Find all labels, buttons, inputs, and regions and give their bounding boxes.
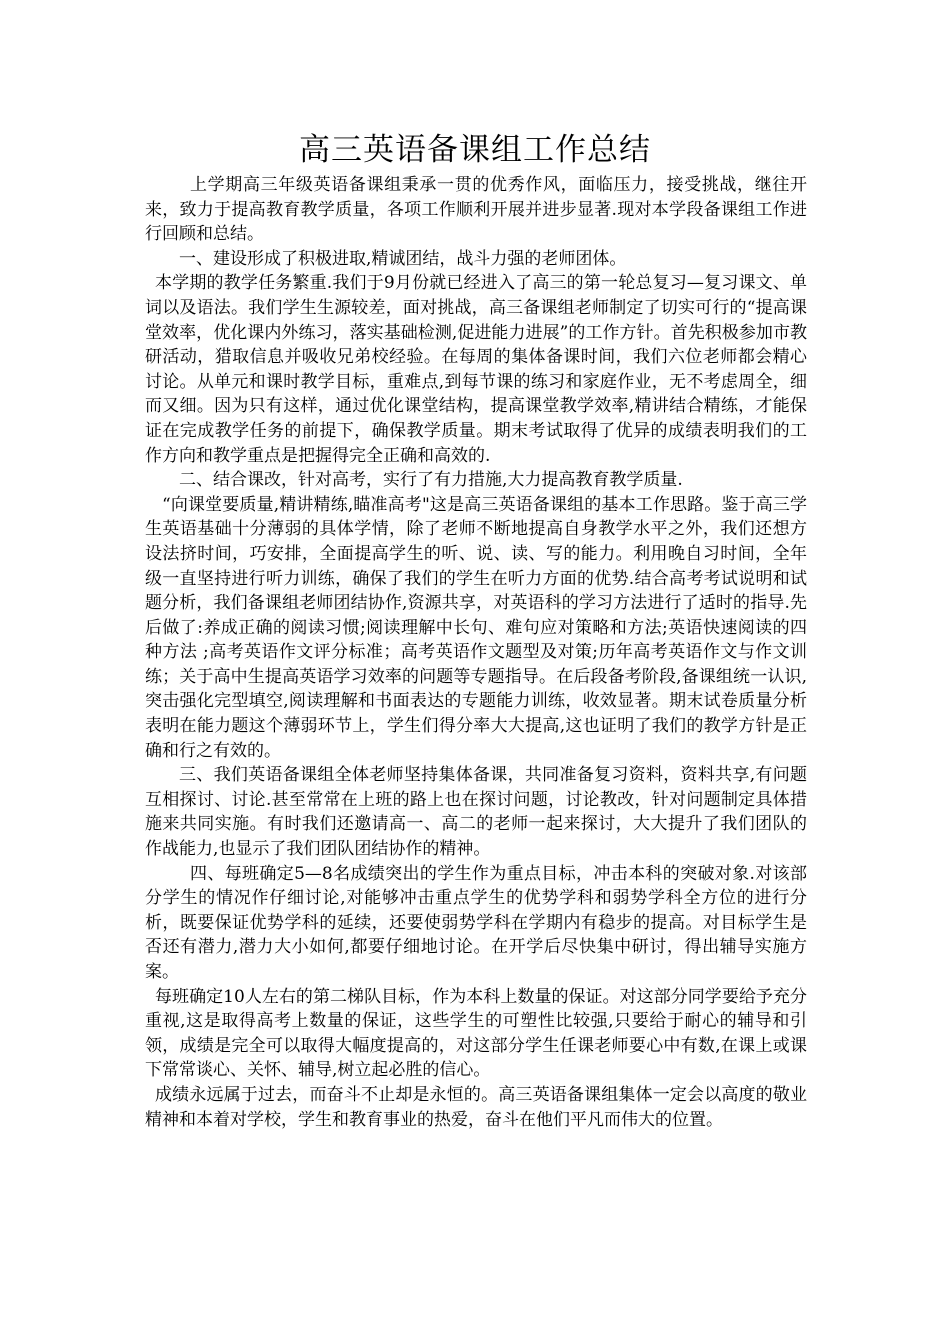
intro-paragraph: 上学期高三年级英语备课组秉承一贯的优秀作风，面临压力，接受挑战，继往开来，致力于提高教育教学质量，各项工作顺利开展并进步显著.现对本学段备课组工作进行回顾和总结。 (145, 175, 807, 245)
closing-paragraph: 成绩永远属于过去，而奋斗不止却是永恒的。高三英语备课组集体一定会以高度的敬业精神和本着对学校，学生和教育事业的热爱，奋斗在他们平凡而伟大的位置。 (145, 1084, 807, 1130)
section-3-paragraph: 三、我们英语备课组全体老师坚持集体备课，共同准备复习资料，资料共享,有问题互相探讨、讨论.甚至常常在上班的路上也在探讨问题，讨论教改，针对问题制定具体措施来共同实施。有时我们还邀请高一、高二的老师一起来探讨，大大提升了我们团队的作战能力,也显示了我们团队团结协作的精神。 (145, 765, 807, 860)
section-4-paragraph: 四、每班确定5—8名成绩突出的学生作为重点目标，冲击本科的突破对象.对该部分学生的情况作仔细讨论,对能够冲击重点学生的优势学科和弱势学科全方位的进行分析，既要保证优势学科的延续，还要使弱势学科在学期内有稳步的提高。对目标学生是否还有潜力,潜力大小如何,都要仔细地讨论。在开学后尽快集中研讨，得出辅导实施方案。 (145, 863, 807, 982)
section-1-heading: 一、建设形成了积极进取,精诚团结，战斗力强的老师团体。 (179, 248, 627, 269)
section-2-paragraph: “向课堂要质量,精讲精练,瞄准高考"这是高三英语备课组的基本工作思路。鉴于高三学生英语基础十分薄弱的具体学情，除了老师不断地提高自身教学水平之外，我们还想方设法挤时间，巧安排，全面提高学生的听、说、读、写的能力。利用晚自习时间，全年级一直坚持进行听力训练，确保了我们的学生在听力方面的优势.结合高考考试说明和试题分析，我们备课组老师团结协作,资源共享，对英语科的学习方法进行了适时的指导.先后做了:养成正确的阅读习惯;阅读理解中长句、难句应对策略和方法;英语快速阅读的四种方法 ;高考英语作文评分标准；高考英语作文题型及对策;历年高考英语作文与作文训练；关于高中生提高英语学习效率的问题等专题指导。在后段备考阶段,备课组统一认识,突击强化完型填空,阅读理解和书面表达的专题能力训练，收效显著。期末试卷质量分析表明在能力题这个薄弱环节上，学生们得分率大大提高,这也证明了我们的教学方针是正确和行之有效的。 (145, 494, 807, 761)
section-1-paragraph: 本学期的教学任务繁重.我们于9月份就已经进入了高三的第一轮总复习—复习课文、单词以及语法。我们学生生源较差，面对挑战，高三备课组老师制定了切实可行的“提高课堂效率，优化课内外练习，落实基础检测,促进能力进展”的工作方针。首先积极参加市教研活动，猎取信息并吸收兄弟校经验。在每周的集体备课时间，我们六位老师都会精心讨论。从单元和课时教学目标，重难点,到每节课的练习和家庭作业，无不考虑周全，细而又细。因为只有这样，通过优化课堂结构，提高课堂教学效率,精讲结合精练，才能保证在完成教学任务的前提下，确保教学质量。期末考试取得了优异的成绩表明我们的工作方向和教学重点是把握得完全正确和高效的. (145, 273, 807, 466)
section-2-heading: 二、结合课改，针对高考，实行了有力措施,大力提高教育教学质量. (179, 470, 683, 491)
document-body (145, 173, 807, 1132)
document-title: 高三英语备课组工作总结 (299, 132, 651, 168)
second-tier-paragraph: 每班确定10人左右的第二梯队目标，作为本科上数量的保证。对这部分同学要给予充分重视,这是取得高考上数量的保证，这些学生的可塑性比较强,只要给于耐心的辅导和引领，成绩是完全可以取得大幅度提高的，对这部分学生任课老师要心中有数,在课上或课下常常谈心、关怀、辅导,树立起必胜的信心。 (145, 986, 807, 1081)
